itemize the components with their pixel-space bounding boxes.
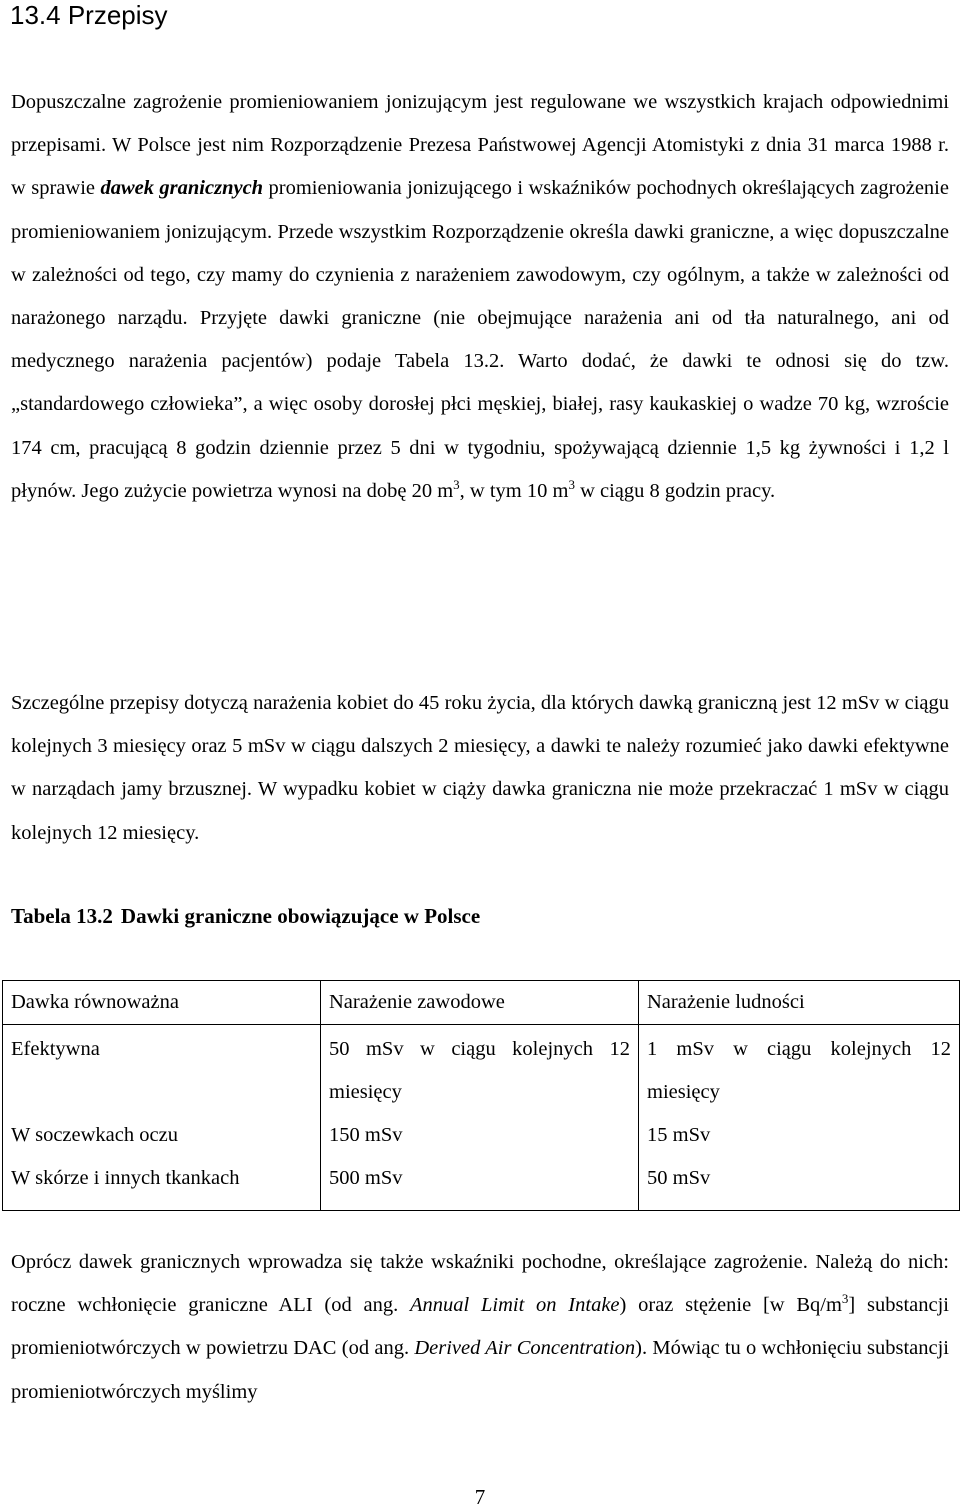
paragraph-text: Oprócz dawek granicznych wprowadza się także wskaźniki pochodne, określające zagrożenie. Należą do nich: roczne wchłonięcie graniczne ALI (od ang.	[11, 1251, 949, 1317]
table-cell-value: 1 mSv w ciągu kolejnych 12 miesięcy	[647, 1038, 951, 1103]
table-cell-value: 500 mSv	[329, 1167, 403, 1189]
page-number: 7	[474, 1485, 486, 1509]
table-cell-value: 150 mSv	[329, 1124, 403, 1146]
table-header-cell: Narażenie ludności	[639, 981, 960, 1025]
table-row-label: W skórze i innych tkankach	[11, 1167, 240, 1189]
table-cell-value: 50 mSv	[647, 1167, 711, 1189]
paragraph-text: ) oraz stężenie [w Bq/m	[619, 1294, 842, 1317]
paragraph-text: ). Mówiąc tu o wchłonięciu substancji promieniotwórczych myślimy	[11, 1337, 949, 1403]
table-header-row	[3, 981, 960, 1025]
emphasis-text: dawek granicznych	[100, 177, 264, 200]
paragraph-text: promieniowania jonizującego i wskaźników pochodnych określających zagrożenie promieniowaniem jonizującym. Przede wszystkim Rozporządzenie określa dawki graniczne, a więc dopuszczalne w zależności od tego, czy mamy do czynienia z narażeniem zawodowym, czy ogólnym, a także w zależności od narażonego narządu. Przyjęte dawki graniczne (nie obejmujące narażenia ani od tła naturalnego, ani od medycznego narażenia pacjentów) podaje Tabela 13.2. Warto dodać, że dawki te odnosi się do tzw. „standardowego człowieka”, a więc osoby dorosłej płci męskiej, białej, rasy kaukaskiej o wadze 70 kg, wzroście 174 cm, pracującą 8 godzin dziennie przez 5 dni w tygodniu, spożywającą dziennie 1,5 kg żywności i 1,2 l płynów. Jego zużycie powietrza wynosi na dobę 20 m	[11, 177, 949, 502]
emphasis-text: Annual Limit on Intake	[410, 1294, 620, 1317]
paragraph-text: , w tym 10 m	[459, 479, 569, 502]
superscript: 3	[453, 477, 460, 492]
paragraph-text: ] substancji promieniotwórczych w powietrzu DAC (od ang.	[11, 1294, 949, 1360]
paragraph-derived-indicators	[11, 1241, 949, 1414]
table-header-cell: Dawka równoważna	[3, 981, 321, 1025]
dose-limits-table	[2, 980, 960, 1211]
superscript: 3	[841, 1291, 849, 1307]
table-row-label: W soczewkach oczu	[11, 1124, 178, 1146]
section-heading: 13.4 Przepisy	[10, 0, 168, 30]
table-caption	[11, 896, 480, 936]
table-caption-title: Dawki graniczne obowiązujące w Polsce	[120, 904, 481, 928]
table-caption-label: Tabela 13.2	[11, 904, 113, 928]
table-cell-value: 50 mSv w ciągu kolejnych 12 miesięcy	[329, 1038, 630, 1103]
superscript: 3	[568, 477, 575, 492]
paragraph-women-limits: Szczególne przepisy dotyczą narażenia kobiet do 45 roku życia, dla których dawką graniczną jest 12 mSv w ciągu kolejnych 3 miesięcy oraz 5 mSv w ciągu dalszych 2 miesięcy, a dawki te należy rozumieć jako dawki efektywne w narządach jamy brzusznej. W wypadku kobiet w ciąży dawka graniczna nie może przekraczać 1 mSv w ciągu kolejnych 12 miesięcy.	[11, 692, 949, 844]
table-body-row	[3, 1025, 960, 1211]
table-body-cell	[3, 1025, 321, 1211]
table-body-cell	[639, 1025, 960, 1211]
paragraph-regulations	[11, 81, 949, 513]
paragraph-text: w ciągu 8 godzin pracy.	[574, 479, 776, 502]
table-row-label: Efektywna	[11, 1038, 100, 1060]
emphasis-text: Derived Air Concentration	[414, 1337, 636, 1360]
table-cell-value: 15 mSv	[647, 1124, 711, 1146]
paragraph-text: Dopuszczalne zagrożenie promieniowaniem jonizującym jest regulowane we wszystkich krajach odpowiednimi przepisami. W Polsce jest nim Rozporządzenie Prezesa Państwowej Agencji Atomistyki z dnia 31 marca 1988 r. w sprawie	[11, 91, 949, 200]
table-body-cell	[321, 1025, 639, 1211]
table-header-cell: Narażenie zawodowe	[321, 981, 639, 1025]
